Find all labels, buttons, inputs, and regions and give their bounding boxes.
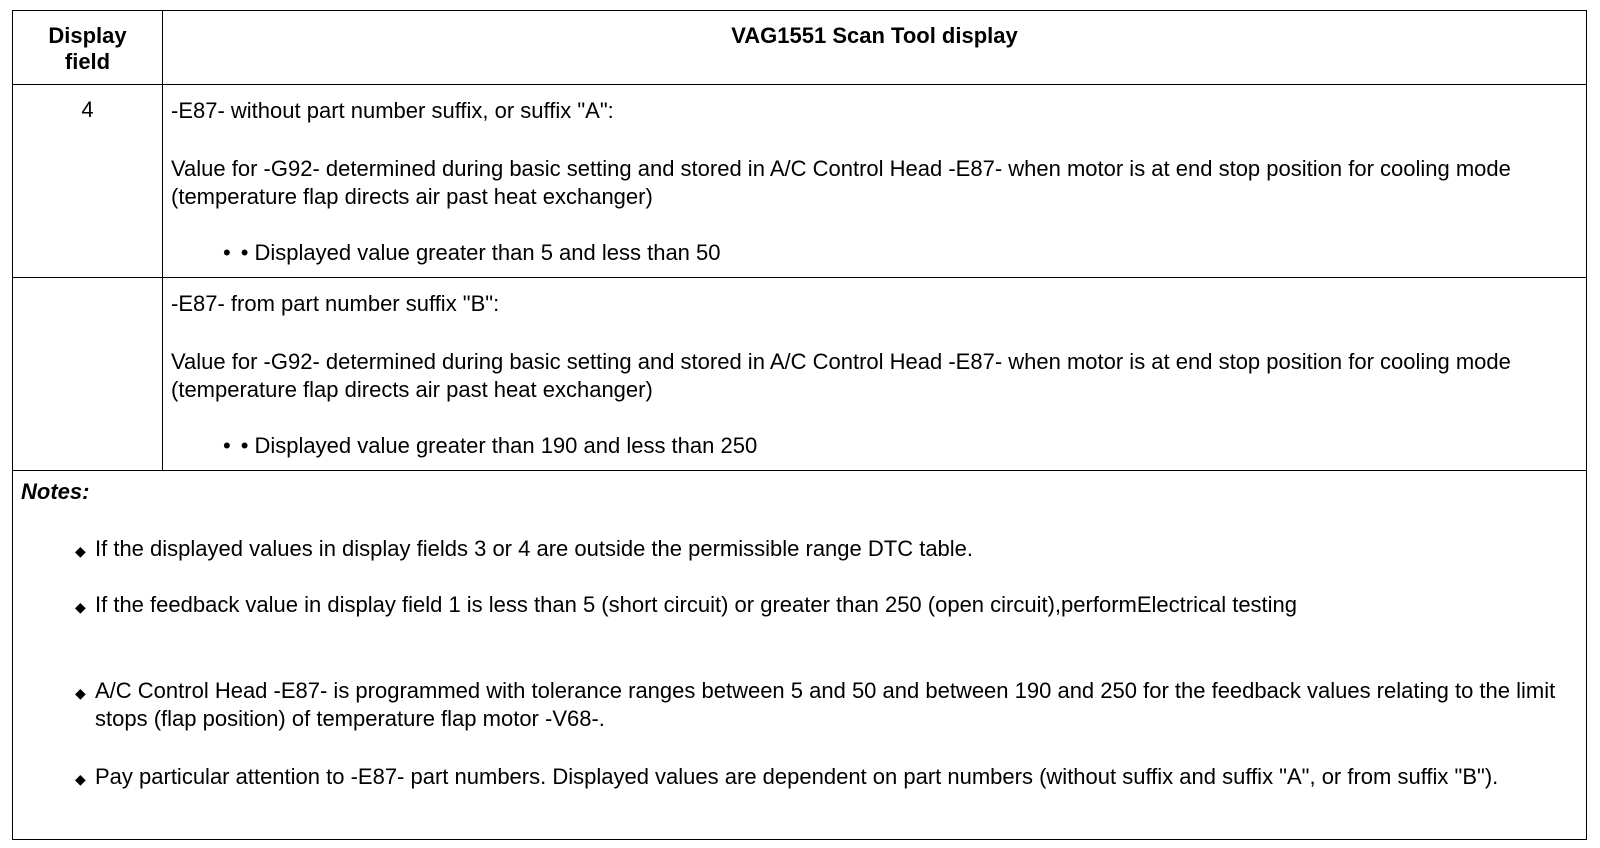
list-item: [223, 239, 1566, 267]
table-row: [13, 85, 1586, 278]
row-content: [171, 97, 1566, 267]
list-item: [75, 535, 1564, 563]
row-heading: -E87- from part number suffix "B":: [171, 291, 500, 316]
table-header-row: [13, 11, 1586, 85]
bullet-icon: •: [223, 240, 231, 265]
table-row: [13, 278, 1586, 471]
display-field-number: 4: [81, 97, 94, 122]
list-item: [75, 763, 1564, 791]
row-heading: -E87- without part number suffix, or suffix "A":: [171, 98, 614, 123]
column-divider: [162, 85, 163, 277]
notes-section: [13, 471, 1586, 839]
diamond-bullet-icon: ◆: [75, 599, 86, 615]
row-content: [171, 290, 1566, 460]
column-divider: [162, 278, 163, 470]
bullet-icon: •: [223, 433, 231, 458]
note-text: If the feedback value in display field 1 is less than 5 (short circuit) or greater than 250 (open circuit),performElectrical testing: [95, 592, 1298, 617]
note-text: If the displayed values in display fields 3 or 4 are outside the permissible range DTC table.: [95, 536, 974, 561]
document-table: [12, 10, 1587, 840]
note-text: Pay particular attention to -E87- part numbers. Displayed values are dependent on part numbers (without suffix and suffix "A", or from suffix "B").: [95, 764, 1499, 789]
diamond-bullet-icon: ◆: [75, 685, 86, 701]
diamond-bullet-icon: ◆: [75, 543, 86, 559]
row-value-text: Value for -G92- determined during basic setting and stored in A/C Control Head -E87- when motor is at end stop position for cooling mode (temperature flap directs air past heat exchanger): [171, 349, 1511, 402]
bullet-text: • Displayed value greater than 5 and less than 50: [240, 240, 721, 265]
list-item: [75, 591, 1564, 619]
notes-title: Notes:: [21, 479, 90, 504]
diamond-bullet-icon: ◆: [75, 771, 86, 787]
bullet-text: • Displayed value greater than 190 and less than 250: [240, 433, 758, 458]
list-item: [223, 432, 1566, 460]
header-scan-tool-display: VAG1551 Scan Tool display: [731, 23, 1018, 48]
row-value-text: Value for -G92- determined during basic setting and stored in A/C Control Head -E87- when motor is at end stop position for cooling mode (temperature flap directs air past heat exchanger): [171, 156, 1511, 209]
list-item: [75, 677, 1564, 733]
header-display-field: Display field: [48, 23, 127, 74]
note-text: A/C Control Head -E87- is programmed with tolerance ranges between 5 and 50 and between 190 and 250 for the feedback values relating to the limit stops (flap position) of temperature flap motor -V68-.: [95, 678, 1556, 731]
